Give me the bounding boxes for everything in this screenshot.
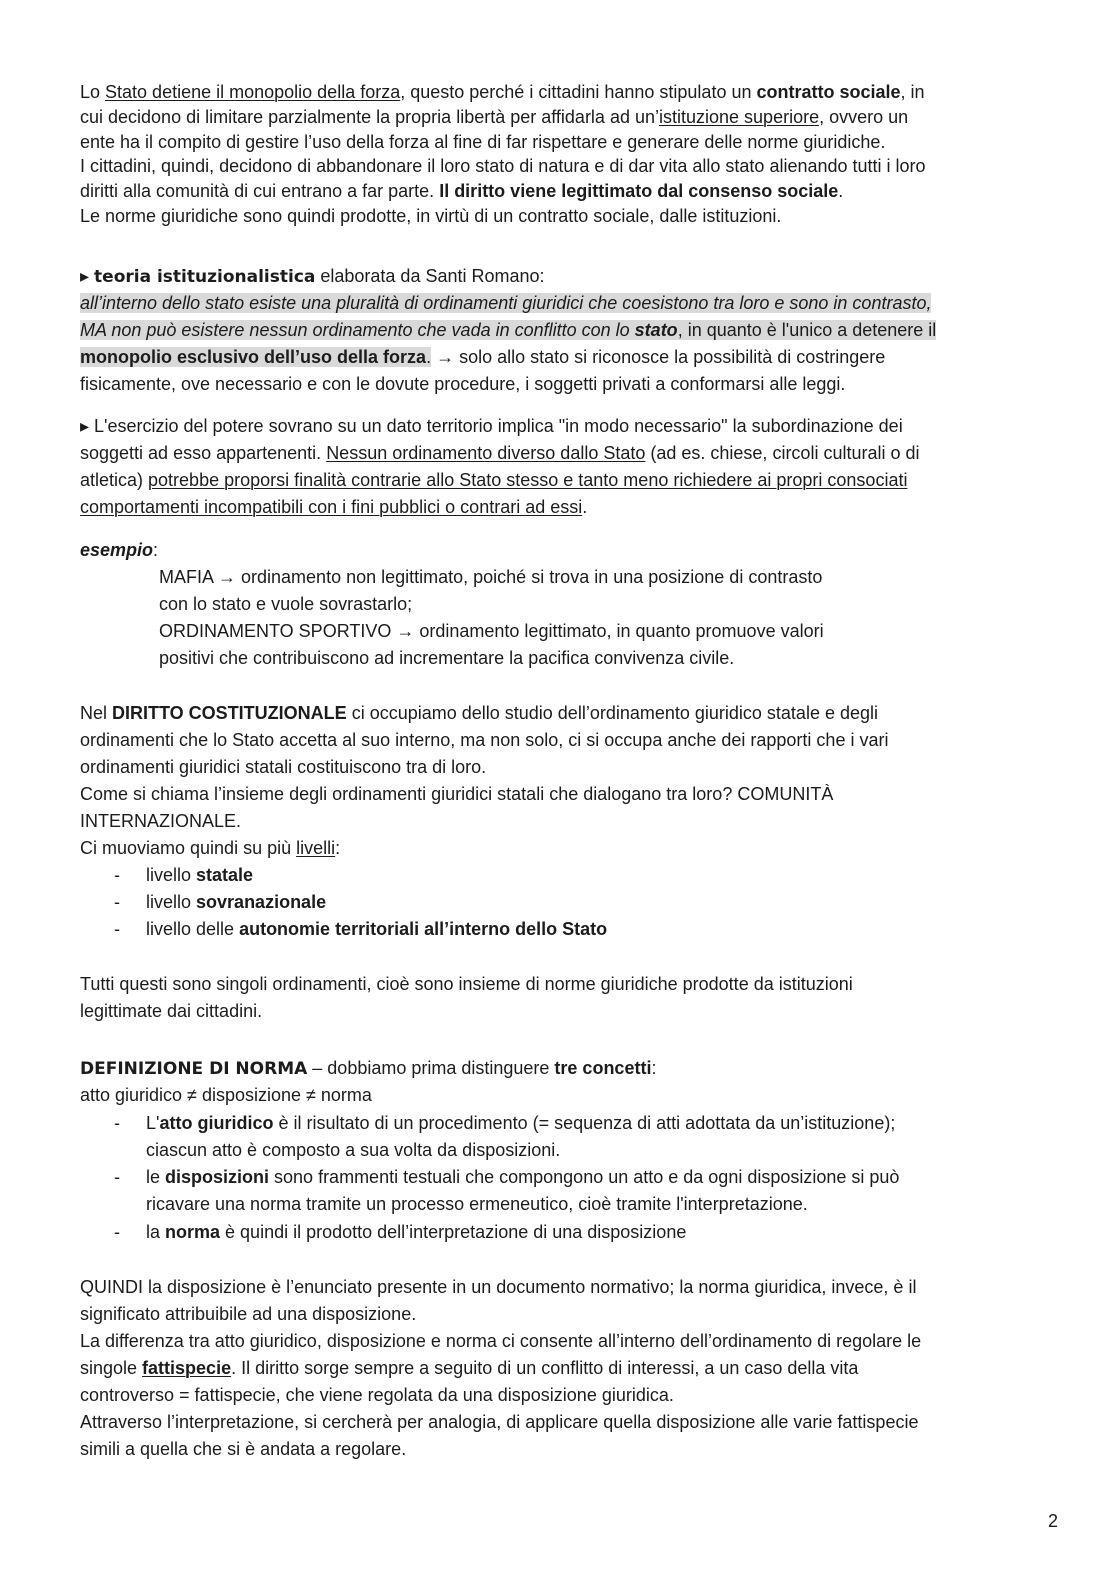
text-run: . <box>582 497 588 517</box>
text-run: singole <box>80 1358 143 1378</box>
text-run: Nel <box>80 703 113 723</box>
text-run: Le norme giuridiche sono quindi prodotte, in virtù di un contratto sociale, dalle istituzioni. <box>80 205 782 226</box>
text-line <box>80 1274 1070 1301</box>
text-run: L' <box>146 1112 160 1133</box>
list-item <box>80 1110 1070 1137</box>
underlined-text: livelli <box>296 838 336 858</box>
text-line <box>80 727 1070 754</box>
section-heading: DEFINIZIONE DI NORMA <box>80 1059 308 1079</box>
bold-text: autonomie territoriali all’interno dello Stato <box>239 919 608 939</box>
text-line <box>80 179 1070 204</box>
text-line <box>80 618 1070 645</box>
list-bullet-dash: - <box>114 1167 120 1188</box>
intro-paragraph <box>80 80 1070 229</box>
text-line <box>80 130 1070 155</box>
list-item <box>80 916 1070 943</box>
text-run: : <box>153 540 159 560</box>
text-run: Lo <box>80 82 106 102</box>
text-line <box>80 1055 1070 1082</box>
text-run: è quindi il prodotto dell’interpretazione di una disposizione <box>220 1221 687 1242</box>
text-run: : <box>651 1058 657 1078</box>
text-run: ciascun atto è composto a sua volta da disposizioni. <box>146 1139 561 1160</box>
list-bullet-dash: - <box>114 1221 120 1242</box>
text-run: atletica) <box>80 470 149 490</box>
text-run: fisicamente, ove necessario e con le dovute procedure, i soggetti privati a conformarsi alle leggi. <box>80 374 846 394</box>
text-run: con lo stato e vuole sovrastarlo; <box>159 594 413 614</box>
bold-text: Il diritto viene legittimato dal consenso sociale <box>439 181 839 202</box>
conclusion-paragraph <box>80 1274 1070 1463</box>
text-run: le <box>146 1167 166 1188</box>
text-line <box>80 154 1070 179</box>
list-bullet-dash: - <box>114 892 120 912</box>
text-line <box>80 781 1070 808</box>
text-line <box>80 1328 1070 1355</box>
list-item <box>80 1219 1070 1246</box>
text-run: ▸ L'esercizio del potere sovrano su un dato territorio implica "in modo necessario" la subordinazione dei <box>80 416 903 436</box>
text-run: , in <box>900 82 925 102</box>
text-run: elaborata da Santi Romano: <box>315 266 545 286</box>
text-line <box>80 204 1070 229</box>
text-run: atto giuridico ≠ disposizione ≠ norma <box>80 1085 372 1106</box>
section-heading: teoria istituzionalistica <box>94 267 316 287</box>
italic-text: all’interno dello stato esiste una pluralità di ordinamenti giuridici che coesistono tra loro e sono in contrasto, <box>80 293 932 313</box>
list-item <box>80 862 1070 889</box>
text-line <box>80 998 1070 1025</box>
text-run: ORDINAMENTO SPORTIVO → ordinamento legittimato, in quanto promuove valori <box>159 621 824 641</box>
text-run: Come si chiama l’insieme degli ordinamenti giuridici statali che dialogano tra loro? COMUNITÀ <box>80 784 834 804</box>
bold-text: stato <box>634 320 678 340</box>
text-run: ci occupiamo dello studio dell’ordinamento giuridico statale e degli <box>346 703 878 723</box>
text-run: Attraverso l’interpretazione, si cercherà per analogia, di applicare quella disposizione alle varie fattispecie <box>80 1412 919 1432</box>
text-run: , questo perché i cittadini hanno stipulato un <box>400 82 757 102</box>
legal-orders-paragraph <box>80 971 1070 1025</box>
text-line <box>80 290 1070 317</box>
text-run: , ovvero un <box>819 106 909 127</box>
text-run: : <box>335 838 341 858</box>
text-run: legittimate dai cittadini. <box>80 1001 263 1021</box>
text-line <box>80 1191 1070 1218</box>
text-run: Ci muoviamo quindi su più <box>80 838 297 858</box>
list-item <box>80 1164 1070 1191</box>
text-run: ▸ <box>80 266 95 286</box>
text-run: livello <box>146 865 197 885</box>
bold-text: esempio <box>80 540 154 560</box>
text-run: , in quanto è l'unico a detenere il <box>677 320 937 340</box>
constitutional-law-section <box>80 700 1070 943</box>
text-line <box>80 1137 1070 1164</box>
text-line <box>80 1082 1070 1109</box>
text-line <box>80 467 1070 494</box>
text-run: ordinamenti che lo Stato accetta al suo interno, ma non solo, ci si occupa anche dei rapporti che i vari <box>80 730 889 750</box>
text-run: livello delle <box>146 919 240 939</box>
underlined-text: comportamenti incompatibili con i fini pubblici o contrari ad essi <box>80 497 583 517</box>
bold-text: DIRITTO COSTITUZIONALE <box>112 703 347 723</box>
text-run: diritti alla comunità di cui entrano a far parte. <box>80 181 440 202</box>
bold-text: contratto sociale <box>756 82 901 102</box>
text-line <box>80 344 1070 371</box>
text-line <box>80 371 1070 398</box>
text-run: positivi che contribuiscono ad incrementare la pacifica convivenza civile. <box>159 648 735 668</box>
text-run: simili a quella che si è andata a regolare. <box>80 1439 407 1459</box>
list-item <box>80 889 1070 916</box>
text-line <box>80 263 1070 290</box>
text-run: la <box>146 1221 166 1242</box>
norm-definition-section <box>80 1055 1070 1246</box>
list-bullet-dash: - <box>114 865 120 885</box>
text-line <box>80 645 1070 672</box>
text-run: sono frammenti testuali che compongono un atto e da ogni disposizione si può <box>269 1167 900 1188</box>
list-bullet-dash: - <box>114 919 120 939</box>
list-bullet-dash: - <box>114 1112 120 1133</box>
underlined-text: istituzione superiore <box>659 106 820 127</box>
text-line <box>80 1409 1070 1436</box>
bold-text: sovranazionale <box>196 892 327 912</box>
text-run: . <box>426 347 432 367</box>
text-run: ricavare una norma tramite un processo ermeneutico, cioè tramite l'interpretazione. <box>146 1194 808 1215</box>
bold-text: norma <box>165 1221 221 1242</box>
text-run: QUINDI la disposizione è l’enunciato presente in un documento normativo; la norma giuridica, invece, è il <box>80 1277 917 1297</box>
text-run: ordinamenti giuridici statali costituiscono tra di loro. <box>80 757 487 777</box>
text-line <box>80 1382 1070 1409</box>
text-line <box>80 564 1070 591</box>
text-run: La differenza tra atto giuridico, disposizione e norma ci consente all’interno dell’ordinamento di regolare le <box>80 1331 922 1351</box>
text-line <box>80 1355 1070 1382</box>
text-line <box>80 440 1070 467</box>
example-section <box>80 537 1070 672</box>
text-run: → solo allo stato si riconosce la possibilità di costringere <box>431 347 886 367</box>
text-run: I cittadini, quindi, decidono di abbandonare il loro stato di natura e di dar vita allo stato alienando tutti i loro <box>80 156 926 177</box>
text-line <box>80 1436 1070 1463</box>
text-run: cui decidono di limitare parzialmente la propria libertà per affidarla ad un’ <box>80 106 659 127</box>
text-line <box>80 700 1070 727</box>
text-run: INTERNAZIONALE. <box>80 811 242 831</box>
text-line <box>80 413 1070 440</box>
text-line <box>80 494 1070 521</box>
text-run: soggetti ad esso appartenenti. <box>80 443 327 463</box>
text-run: – dobbiamo prima distinguere <box>307 1058 555 1078</box>
text-line <box>80 971 1070 998</box>
text-line <box>80 317 1070 344</box>
text-line <box>80 80 1070 105</box>
text-run: significato attribuibile ad una disposizione. <box>80 1304 417 1324</box>
text-run: è il risultato di un procedimento (= sequenza di atti adottata da un’istituzione); <box>273 1112 896 1133</box>
text-line <box>80 754 1070 781</box>
underlined-text: Stato detiene il monopolio della forza <box>105 82 401 102</box>
page-number: 2 <box>1047 1511 1058 1531</box>
text-run: Tutti questi sono singoli ordinamenti, cioè sono insieme di norme giuridiche prodotte da istituzioni <box>80 974 853 994</box>
text-line <box>80 591 1070 618</box>
italic-text: MA non può esistere nessun ordinamento che vada in conflitto con lo <box>80 320 635 340</box>
text-line <box>80 808 1070 835</box>
bold-text: monopolio esclusivo dell’uso della forza <box>80 347 427 367</box>
text-line <box>80 105 1070 130</box>
text-run: ente ha il compito di gestire l’uso della forza al fine di far rispettare e generare delle norme giuridiche. <box>80 131 886 152</box>
underlined-text: Nessun ordinamento diverso dallo Stato <box>326 443 646 463</box>
text-line <box>80 537 1070 564</box>
key-term: fattispecie <box>142 1358 232 1378</box>
bold-text: disposizioni <box>165 1167 270 1188</box>
bold-text: statale <box>196 865 254 885</box>
institutional-theory-section <box>80 263 1070 398</box>
text-run: controverso = fattispecie, che viene regolata da una disposizione giuridica. <box>80 1385 674 1405</box>
text-line <box>80 835 1070 862</box>
text-run: . Il diritto sorge sempre a seguito di un conflitto di interessi, a un caso della vita <box>231 1358 859 1378</box>
text-run: MAFIA → ordinamento non legittimato, poiché si trova in una posizione di contrasto <box>159 567 823 587</box>
text-run: (ad es. chiese, circoli culturali o di <box>645 443 920 463</box>
text-run: . <box>838 181 844 202</box>
bold-text: atto giuridico <box>159 1112 274 1133</box>
underlined-text: potrebbe proporsi finalità contrarie allo Stato stesso e tanto meno richiedere ai propri consociati <box>148 470 908 490</box>
text-line <box>80 1301 1070 1328</box>
sovereign-power-paragraph <box>80 413 1070 521</box>
bold-text: tre concetti <box>554 1058 652 1078</box>
text-run: livello <box>146 892 197 912</box>
